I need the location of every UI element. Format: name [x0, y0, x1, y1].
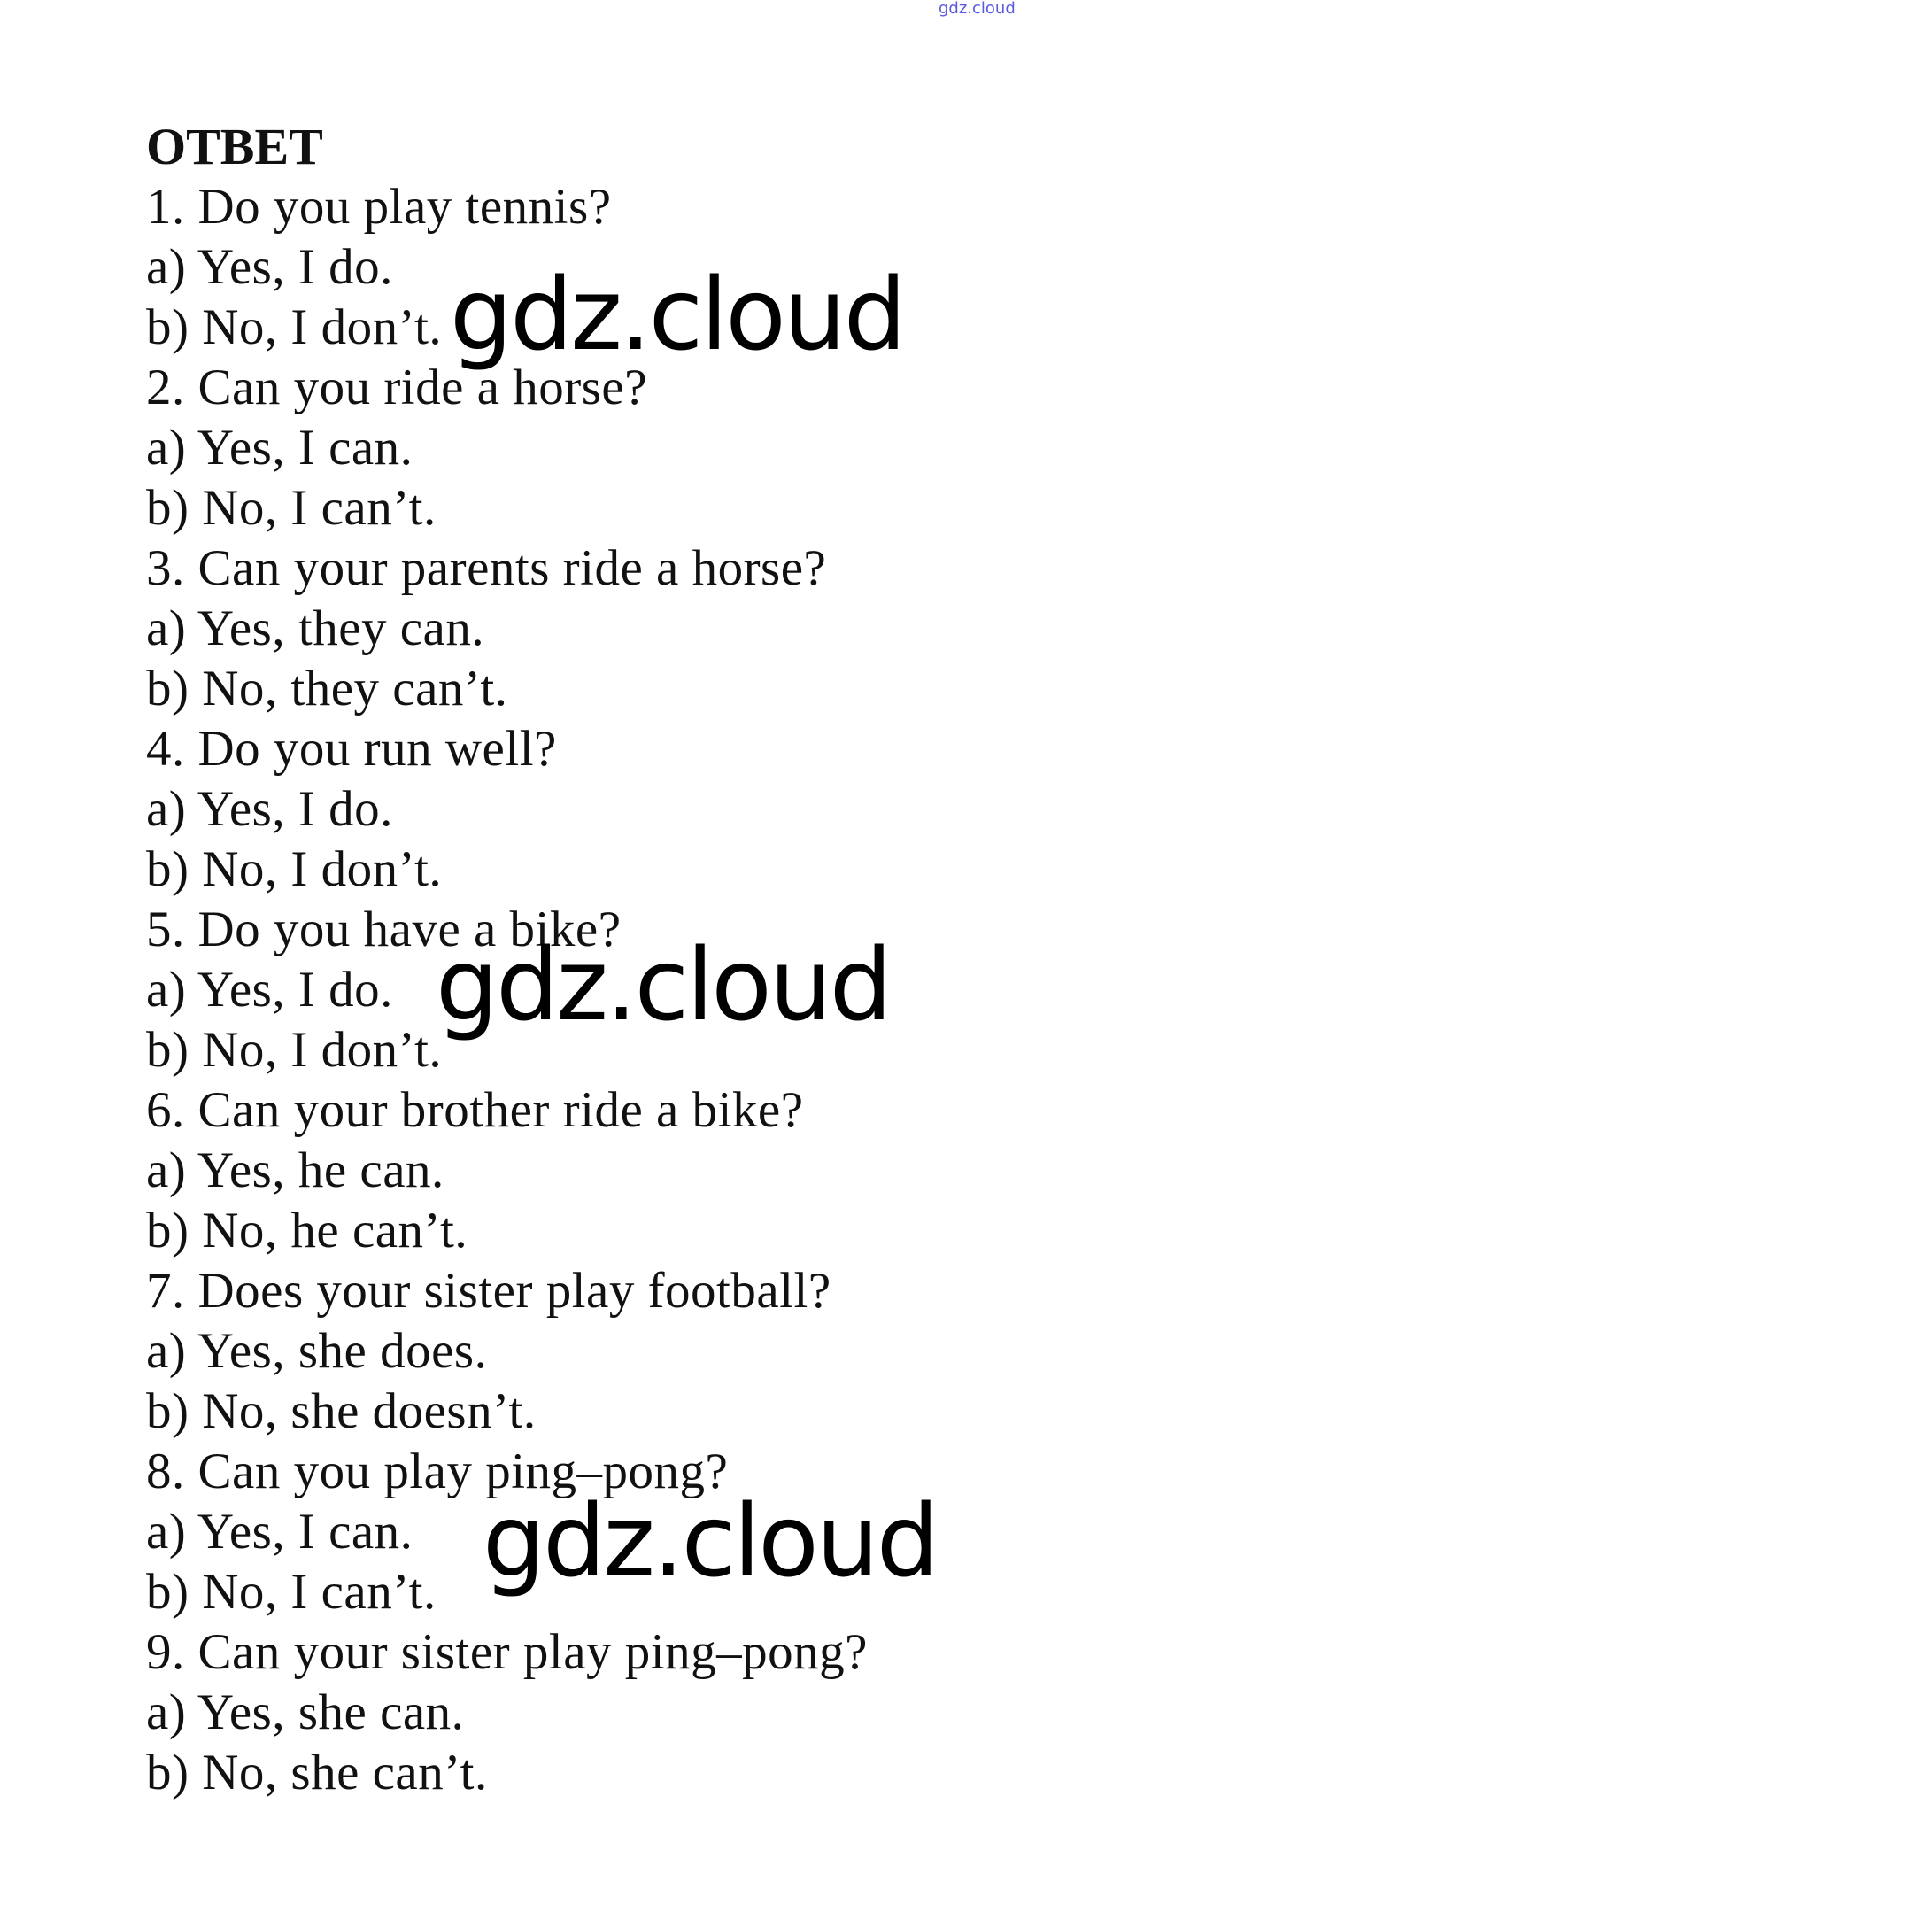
answer-line: a) Yes, she does. [146, 1323, 488, 1379]
question-line: 5. Do you have a bike? [146, 902, 622, 957]
answer-line: a) Yes, I can. [146, 1504, 413, 1560]
answer-line: b) No, she can’t. [146, 1745, 488, 1800]
question-line: 8. Can you play ping–pong? [146, 1444, 729, 1499]
question-line: 1. Do you play tennis? [146, 179, 612, 235]
question-line: 9. Can your sister play ping–pong? [146, 1624, 868, 1680]
question-line: 7. Does your sister play football? [146, 1263, 831, 1319]
answer-line: a) Yes, they can. [146, 600, 485, 656]
answer-line: b) No, I don’t. [146, 1022, 443, 1078]
question-line: 3. Can your parents ride a horse? [146, 540, 827, 596]
answer-line: a) Yes, she can. [146, 1684, 465, 1740]
top-watermark: gdz.cloud [939, 0, 1016, 18]
answer-line: b) No, he can’t. [146, 1203, 468, 1258]
watermark: gdz.cloud [450, 258, 904, 373]
answer-line: a) Yes, he can. [146, 1142, 444, 1198]
answer-line: a) Yes, I do. [146, 781, 393, 837]
question-line: 4. Do you run well? [146, 721, 557, 777]
answer-line: b) No, they can’t. [146, 661, 508, 716]
answer-line: b) No, she doesn’t. [146, 1383, 537, 1439]
answer-line: b) No, I don’t. [146, 841, 443, 897]
answer-line: b) No, I can’t. [146, 1564, 437, 1620]
answer-line: a) Yes, I do. [146, 239, 393, 295]
watermark: gdz.cloud [483, 1484, 937, 1599]
answer-line: a) Yes, I can. [146, 420, 413, 476]
answer-line: a) Yes, I do. [146, 962, 393, 1018]
question-line: 6. Can your brother ride a bike? [146, 1082, 804, 1138]
question-line: 2. Can you ride a horse? [146, 360, 647, 415]
answer-heading: ОТВЕТ [146, 118, 323, 175]
answer-line: b) No, I don’t. [146, 299, 443, 355]
watermark: gdz.cloud [436, 928, 890, 1043]
answer-line: b) No, I can’t. [146, 480, 437, 536]
